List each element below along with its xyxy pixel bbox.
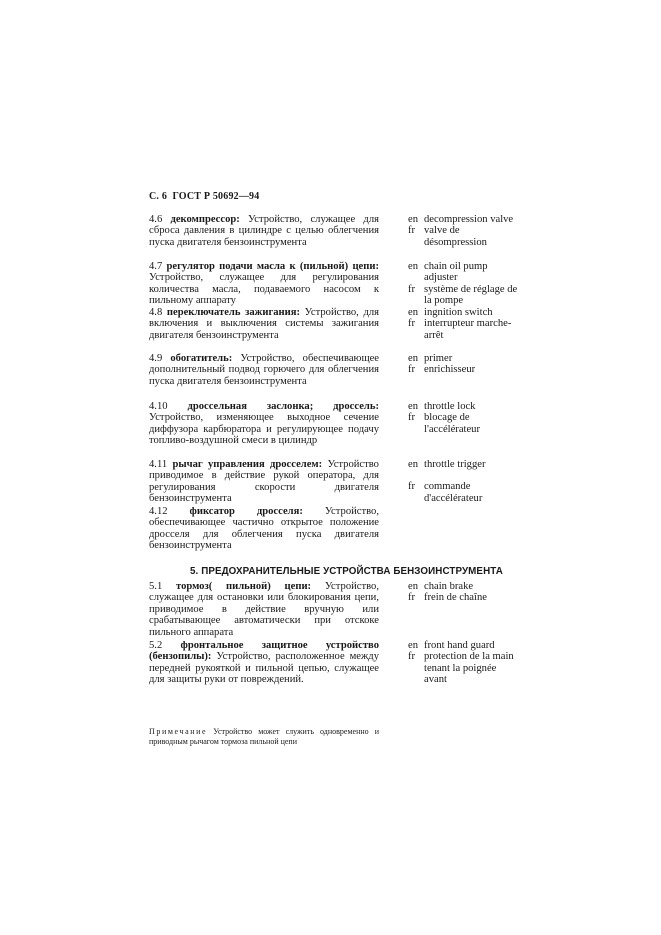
entry-definition: Устройство, для включения и выключения системы зажигания двигателя бензоинструмента	[149, 307, 380, 341]
lang-code: en	[408, 307, 418, 318]
term-entry	[149, 401, 379, 447]
translations	[408, 640, 518, 686]
note-label: Примечание	[149, 727, 208, 736]
entry-term: фронтальное защитное устройство (бензопилы):	[149, 640, 379, 663]
translation-text: throttle trigger	[424, 459, 486, 470]
lang-code: en	[408, 353, 418, 364]
entry-number: 4.11	[149, 459, 168, 470]
translation-text: chain oil pump adjuster	[424, 261, 488, 284]
term-entry	[149, 261, 379, 307]
lang-code: en	[408, 459, 418, 470]
entry-number: 5.2	[149, 640, 163, 651]
entry-definition: Устройство, расположенное между передней рукояткой и пильной цепью, служащее для защиты руки от повреждений.	[149, 651, 379, 686]
translation-text: enrichisseur	[424, 364, 476, 376]
lang-code: fr	[408, 283, 416, 295]
translation-text: throttle lock	[424, 401, 476, 412]
lang-code: en	[408, 214, 418, 225]
lang-code: en	[408, 581, 418, 592]
lang-code: en	[408, 401, 418, 412]
page-header	[149, 191, 259, 202]
entry-number: 4.6	[149, 214, 163, 225]
page-number: С. 6	[149, 191, 168, 202]
entry-term: декомпрессор:	[170, 214, 240, 225]
translation-text: protection de la main tenant la poignée avant	[424, 651, 514, 686]
term-entry	[149, 353, 379, 387]
translations	[408, 261, 518, 307]
entry-term: переключатель зажигания:	[166, 307, 301, 318]
entry-definition: Устройство приводимое в действие рукой оператора, для регулирования скорости двигателя бензоинструмента	[149, 459, 379, 505]
translation-text: commande d'accélérateur	[424, 481, 483, 504]
lang-code: fr	[408, 225, 416, 237]
translations	[408, 581, 518, 604]
entry-definition: Устройство, обеспечивающее частично открытое положение дросселя для облегчения пуска двигателя бензоинструмента	[149, 506, 379, 552]
translations	[408, 214, 518, 248]
term-entry	[149, 307, 379, 341]
lang-code: fr	[408, 318, 416, 330]
translations	[408, 307, 518, 341]
lang-code: fr	[408, 592, 416, 604]
translations	[408, 459, 518, 504]
entry-definition: Устройство, служащее для сброса давления в цилиндре с целью облегчения пуска двигателя бензоинструмента	[149, 214, 379, 248]
lang-code: en	[408, 261, 418, 272]
translations	[408, 353, 518, 376]
translation-text: interrupteur marche-arrêt	[424, 318, 512, 341]
entry-number: 5.1	[149, 581, 163, 592]
standard-number: ГОСТ Р 50692—94	[172, 191, 260, 202]
entry-number: 4.9	[149, 353, 163, 364]
term-entry	[149, 459, 379, 505]
entry-term: регулятор подачи масла к (пильной) цепи:	[166, 261, 379, 272]
lang-code: fr	[408, 412, 416, 424]
section-title: 5. ПРЕДОХРАНИТЕЛЬНЫЕ УСТРОЙСТВА БЕНЗОИНСТРУМЕНТА	[190, 566, 503, 577]
translation-text: ingnition switch	[424, 307, 493, 318]
entry-term: фиксатор дросселя:	[189, 506, 303, 517]
translation-text: système de réglage de la pompe	[424, 283, 518, 307]
translation-text: valve de désompression	[424, 225, 487, 248]
translation-text: chain brake	[424, 581, 474, 592]
lang-code: fr	[408, 651, 416, 663]
lang-code: fr	[408, 364, 416, 376]
note	[149, 727, 379, 746]
term-entry	[149, 506, 379, 552]
entry-number: 4.7	[149, 261, 163, 272]
translation-text: frein de chaîne	[424, 592, 487, 604]
entry-term: обогатитель:	[170, 353, 233, 364]
entry-term: тормоз( пильной) цепи:	[176, 581, 312, 592]
entry-definition: Устройство, служащее для остановки или блокирования цепи, приводимое в действие вручную или срабатывающее автоматически при отскоке пильного аппарата	[149, 581, 379, 638]
entry-definition: Устройство, обеспечивающее дополнительный подвод горючего для облегчения пуска двигателя бензоинструмента	[149, 353, 380, 387]
entry-term: дроссельная заслонка; дроссель:	[187, 401, 379, 412]
entry-number: 4.12	[149, 506, 168, 517]
translation-text: front hand guard	[424, 640, 495, 651]
translation-text: decompression valve	[424, 214, 514, 225]
entry-definition: Устройство, изменяющее выходное сечение диффузора карбюратора и регулирующее подачу топливо-воздушной смеси в цилиндр	[149, 412, 379, 447]
term-entry	[149, 640, 379, 686]
translation-text: blocage de l'accélérateur	[424, 412, 481, 435]
entry-number: 4.8	[149, 307, 163, 318]
lang-code: fr	[408, 481, 416, 493]
translations	[408, 401, 518, 435]
entry-term: рычаг управления дросселем:	[172, 459, 323, 470]
term-entry	[149, 214, 379, 248]
entry-number: 4.10	[149, 401, 168, 412]
translation-text: primer	[424, 353, 453, 364]
lang-code: en	[408, 640, 418, 651]
entry-definition: Устройство, служащее для регулирования количества масла, подаваемого насосом к пильному аппарату	[149, 272, 379, 307]
note-text: Устройство может служить одновременно и приводным рычагом тормоза пильной цепи	[149, 727, 379, 746]
term-entry	[149, 581, 379, 638]
